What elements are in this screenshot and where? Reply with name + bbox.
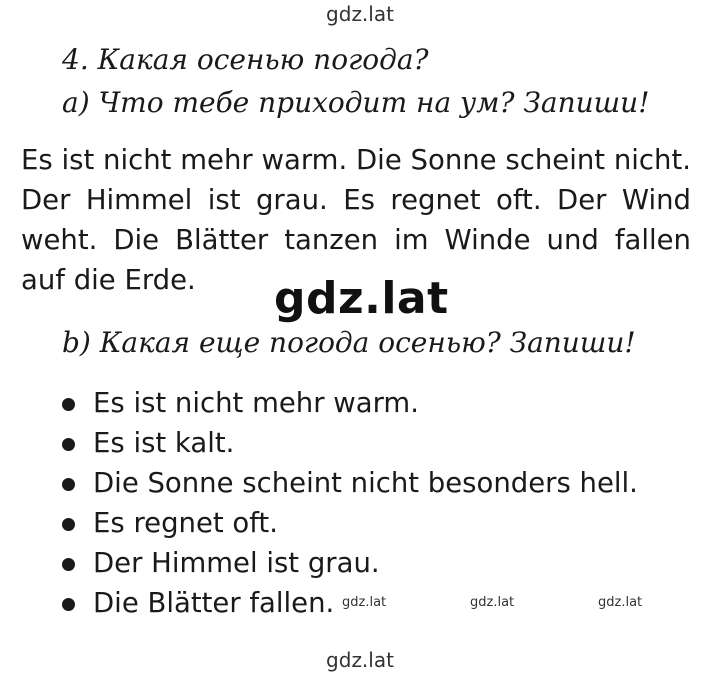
bullet-dot-icon xyxy=(62,438,75,451)
task-title: 4. Какая осенью погода? xyxy=(62,43,429,76)
bullet-dot-icon xyxy=(62,598,75,611)
watermark-small: gdz.lat xyxy=(470,595,515,610)
list-item-text: Es ist nicht mehr warm. xyxy=(93,387,419,419)
watermark-top: gdz.lat xyxy=(326,2,394,26)
watermark-small: gdz.lat xyxy=(598,595,643,610)
bullet-dot-icon xyxy=(62,558,75,571)
part-a-answer: Es ist nicht mehr warm. Die Sonne scheint nicht. Der Himmel ist grau. Es regnet oft. Der Wind weht. Die Blätter tanzen im Winde und fallen auf die Erde. xyxy=(21,144,691,296)
part-a-prompt: a) Что тебе приходит на ум? Запиши! xyxy=(62,86,650,119)
list-item-text: Es regnet oft. xyxy=(93,507,278,539)
bullet-dot-icon xyxy=(62,398,75,411)
watermark-bottom: gdz.lat xyxy=(326,648,394,672)
part-b-prompt: b) Какая еще погода осенью? Запиши! xyxy=(62,326,636,359)
bullet-dot-icon xyxy=(62,518,75,531)
list-item-text: Es ist kalt. xyxy=(93,427,235,459)
watermark-large: gdz.lat xyxy=(274,273,449,324)
watermark-small: gdz.lat xyxy=(342,595,387,610)
list-item-text: Die Blätter fallen. xyxy=(93,587,335,619)
list-item-text: Der Himmel ist grau. xyxy=(93,547,380,579)
bullet-dot-icon xyxy=(62,478,75,491)
list-item-text: Die Sonne scheint nicht besonders hell. xyxy=(93,467,638,499)
